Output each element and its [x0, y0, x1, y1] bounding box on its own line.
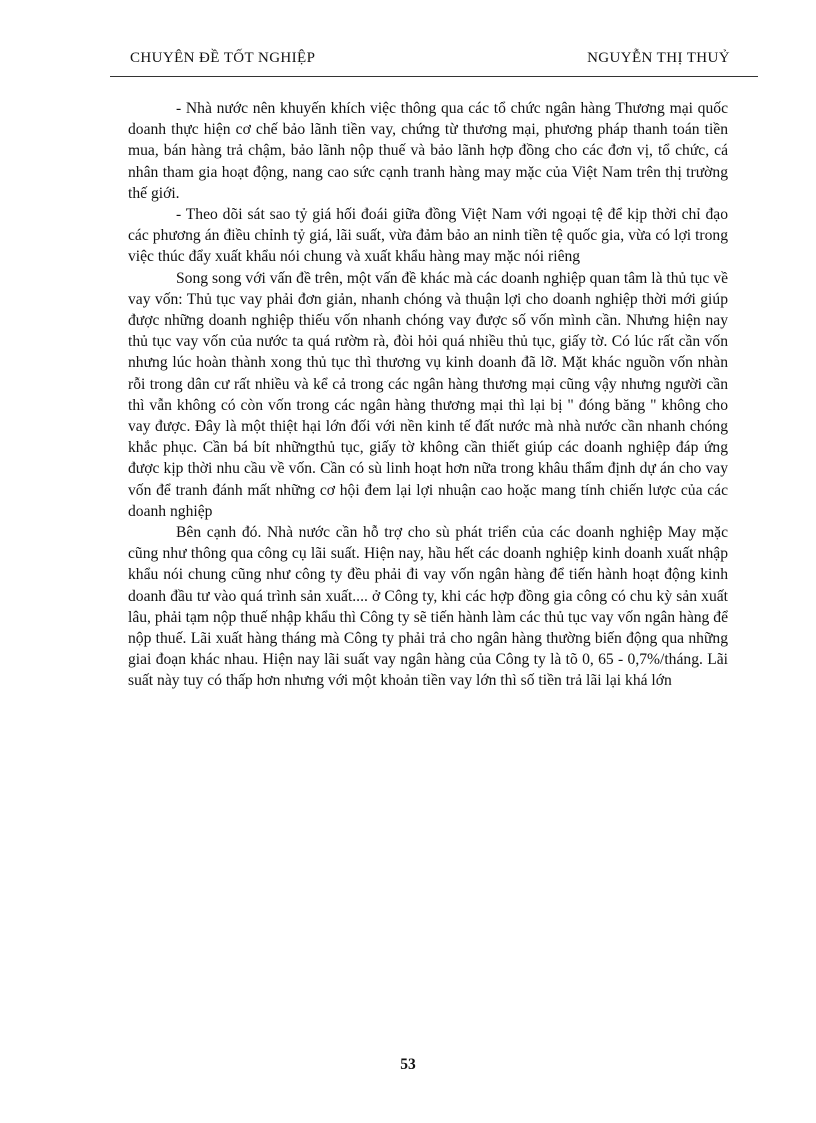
page-header	[110, 44, 758, 77]
body-text	[128, 98, 728, 692]
author-name: NGUYỄN THỊ THUỶ	[587, 50, 730, 66]
paragraph-3: Song song với vấn đề trên, một vấn đề khác mà các doanh nghiệp quan tâm là thủ tục về vay vốn: Thủ tục vay phải đơn giản, nhanh chóng và thuận lợi cho doanh nghiệp thời mới giúp được những doanh nghiệp thiếu vốn nhanh chóng vay được số vốn mình cần. Nhưng hiện nay thủ tục vay vốn của nước ta quá rườm rà, đòi hỏi quá nhiều thủ tục, giấy tờ. Có lúc rất cần vốn nhưng lúc hoàn thành xong thủ tục thì thương vụ kinh doanh đã lỡ. Mặt khác nguồn vốn nhàn rỗi trong dân cư rất nhiều và kể cả trong các ngân hàng thương mại cũng vậy nhưng người cần thì vẫn không có còn vốn trong các ngân hàng thương mại thì lại bị " đóng băng " không cho vay được. Đây là một thiệt hại lớn đối với nền kinh tế đất nước mà nhà nước cần nhanh chóng khắc phục. Cần bá bít nhữngthủ tục, giấy tờ không cần thiết giúp các doanh nghiệp đáp ứng được kịp thời nhu cầu về vốn. Cần có sù linh hoạt hơn nữa trong khâu thẩm định dự án cho vay vốn để tranh đánh mất những cơ hội đem lại lợi nhuận cao hoặc mang tính chiến lược của các doanh nghiệp	[128, 269, 728, 520]
paragraph-2: - Theo dõi sát sao tỷ giá hối đoái giữa đồng Việt Nam với ngoại tệ để kịp thời chỉ đạo các phương án điều chỉnh tỷ giá, lãi suất, vừa đảm bảo an ninh tiền tệ quốc gia, vừa có lợi trong việc thúc đẩy xuất khẩu nói chung và xuất khẩu hàng may mặc nói riêng	[128, 206, 728, 266]
paragraph-4: Bên cạnh đó. Nhà nước cần hỗ trợ cho sù phát triển của các doanh nghiệp May mặc cũng như thông qua công cụ lãi suất. Hiện nay, hầu hết các doanh nghiệp kinh doanh xuất nhập khẩu nói chung cũng như công ty đều phải đi vay vốn ngân hàng để tiến hành hoạt động kinh doanh đầu tư vào quá trình sản xuất.... ở Công ty, khi các hợp đồng gia công có chu kỳ sản xuất lâu, phải tạm nộp thuế nhập khẩu thì Công ty sẽ tiến hành làm các thủ tục vay vốn ngân hàng để nộp thuế. Lãi xuất hàng tháng mà Công ty phải trả cho ngân hàng thường biến động qua những giai đoạn khác nhau. Hiện nay lãi suất vay ngân hàng của Công ty là tõ 0, 65 - 0,7%/tháng. Lãi suất này tuy có thấp hơn nhưng với một khoản tiền vay lớn thì số tiền trả lãi lại khá lớn	[128, 524, 728, 690]
page-number: 53	[400, 1056, 416, 1073]
paragraph-1: - Nhà nước nên khuyến khích việc thông qua các tổ chức ngân hàng Thương mại quốc doanh thực hiện cơ chế bảo lãnh tiền vay, chứng từ thương mại, phương pháp thanh toán tiền mua, bán hàng trả chậm, bảo lãnh nộp thuế và bảo lãnh hợp đồng cho các đơn vị, tổ chức, cá nhân tham gia hoạt động, nang cao sức cạnh tranh hàng may mặc của Việt Nam trên thị trường thế giới.	[128, 100, 728, 202]
document-title: CHUYÊN ĐỀ TỐT NGHIỆP	[130, 50, 316, 66]
